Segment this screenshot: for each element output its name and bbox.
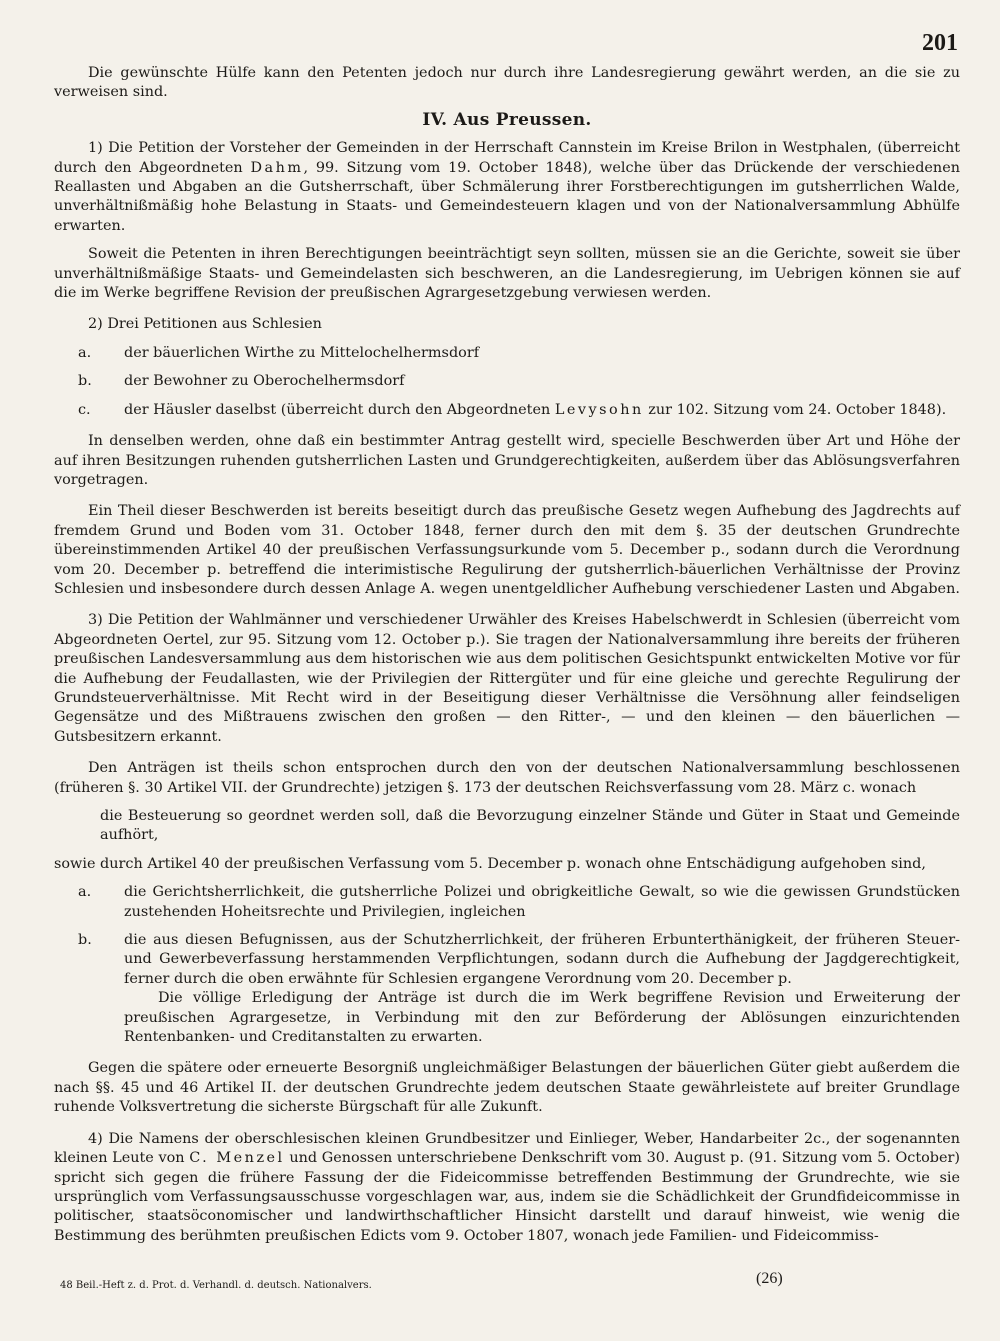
petition-4-text-b: und Genossen unterschriebene Denkschrift vom 30. August p. (91. Sitzung vom 5. October) spricht sich gegen die frühere Fassung der die Fideicommisse betreffenden Bestimmung der Grundrechte, wie sie ursprünglich vom Verfassungsausschusse vorgeschlagen war, aus, indem sie die Schädlichkeit der Grundfideicommisse in politischer, staatsöconomischer und landwirthschaftlicher Hinsicht darstellt und darauf hinweist, wie wenig die Bestimmung des berühmten preußischen Edicts vom 9. October 1807, wonach jede Familien- und Fideicommiss- bbox=[54, 1150, 960, 1244]
deputy-name-dahm: Dahm bbox=[250, 159, 304, 176]
list-item-a bbox=[54, 344, 960, 363]
concern-paragraph: Gegen die spätere oder erneuerte Besorgniß ungleichmäßiger Belastungen der bäuerlichen Güter giebt außerdem die nach §§. 45 und 46 Artikel II. der deutschen Grundrechte jedem deutschen Staate gewährleistete auf breiter Grundlage ruhende Volksvertretung die sicherste Bürgschaft für alle Zukunft. bbox=[54, 1060, 960, 1116]
remedies-paragraph: Ein Theil dieser Beschwerden ist bereits beseitigt durch das preußische Gesetz wegen Aufhebung des Jagdrechts auf fremdem Grund und Boden vom 31. October 1848, ferner durch den mit dem §. 35 der deutschen Grundrechte übereinstimmenden Artikel 40 der preußischen Verfassungsurkunde vom 5. December p., sodann durch die Verordnung vom 20. December p. betreffend die interimistische Regulirung der gutsherrlich-bäuerlichen Verhältnisse der Provinz Schlesien und insbesondere durch dessen Anlage A. wegen unentgeldlicher Aufhebung verschiedener Lasten und Abgaben. bbox=[54, 503, 960, 597]
resolution-paragraph: Die völlige Erledigung der Anträge ist durch die im Werk begriffene Revision und Erweiterung der preußischen Agrargesetze, in Verbindung mit den zur Beförderung der Ablösungen einzurichtenden Rentenbanken- und Creditanstalten zu erwarten. bbox=[124, 990, 960, 1046]
petition-1-text-b: , 99. Sitzung vom 19. October 1848), welche über das Drückende der verschiedenen Reallasten und Abgaben an die Gutsherrschaft, über Schmälerung ihrer Forstberechtigungen im gutsherrlichen Walde, unverhältnißmäßig hohe Belastung in Staats- und Gemeindesteuern klagen und von der Nationalversammlung Abhülfe erwarten. bbox=[54, 159, 960, 234]
list-item-text bbox=[124, 401, 960, 420]
complaints-paragraph: In denselben werden, ohne daß ein bestimmter Antrag gestellt wird, specielle Beschwerden über Art und Höhe der auf ihren Besitzungen ruhenden gutsherrlichen Lasten und Grundgerechtigkeiten, außerdem über das Ablösungsverfahren vorgetragen. bbox=[54, 433, 960, 488]
body-text bbox=[54, 64, 960, 1246]
footer-source: 48 Beil.-Heft z. d. Prot. d. Verhandl. d. deutsch. Nationalvers. bbox=[60, 1280, 372, 1291]
section-heading: IV. Aus Preussen. bbox=[422, 109, 592, 130]
petition-2-heading: 2) Drei Petitionen aus Schlesien bbox=[88, 316, 322, 333]
list-item-c bbox=[54, 401, 960, 420]
petition-4-paragraph bbox=[54, 1130, 960, 1246]
petition-1-text-a: 1) Die Petition der Vorsteher der Gemeinden in der Herrschaft Cannstein im Kreise Brilon in Westphalen, (überreicht durch den Abgeordneten bbox=[54, 140, 960, 176]
list-item-text-b: zur 102. Sitzung vom 24. October 1848). bbox=[643, 401, 947, 418]
list-marker: b. bbox=[78, 373, 92, 390]
list-marker: b. bbox=[78, 932, 92, 949]
list-marker: a. bbox=[78, 884, 92, 901]
deputy-name-levysohn: Levysohn bbox=[554, 401, 644, 418]
petition-3-paragraph: 3) Die Petition der Wahlmänner und verschiedener Urwähler des Kreises Habelschwerdt in Schlesien (überreicht vom Abgeordneten Oertel, zur 95. Sitzung vom 12. October p.). Sie tragen der Nationalversammlung ihre bereits der früheren preußischen Landesversammlung aus dem historischen wie aus dem politischen Gesichtspunkt entwickelten Motive vor für die Aufhebung der Feudallasten, wie der Privilegien der Rittergüter und für eine gleiche und gerechte Regulirung der Grundsteuerverhältnisse. Mit Recht wird in der Beseitigung dieser Verhältnisse die Versöhnung aller feindseligen Gegensätze und des Mißtrauens zwischen den großen — den Ritter-, — und den kleinen — den bäuerlichen — Gutsbesitzern erkannt. bbox=[54, 612, 960, 745]
list-marker: c. bbox=[78, 401, 91, 418]
motions-paragraph: Den Anträgen ist theils schon entsprochen durch den von der deutschen Nationalversammlung beschlossenen (früheren §. 30 Artikel VII. der Grundrechte) jetzigen §. 173 der deutschen Reichsverfassung vom 28. März c. wonach bbox=[54, 760, 960, 796]
footer-signature-mark: (26) bbox=[756, 1270, 783, 1287]
petition-1-paragraph bbox=[54, 139, 960, 236]
article-40-paragraph: sowie durch Artikel 40 der preußischen Verfassung vom 5. December p. wonach ohne Entschädigung aufgehoben sind, bbox=[54, 855, 926, 872]
list-item-b bbox=[54, 372, 960, 391]
abolished-item-a bbox=[54, 883, 960, 922]
list-item-text-a: der Häusler daselbst (überreicht durch den Abgeordneten bbox=[124, 401, 555, 418]
list-item-text: der bäuerlichen Wirthe zu Mittelochelhermsdorf bbox=[124, 344, 480, 361]
list-item-text: der Bewohner zu Oberochelhermsdorf bbox=[124, 373, 405, 390]
petition-4-text-a: 4) Die Namens der oberschlesischen kleinen Grundbesitzer und Einlieger, Weber, Handarbeiter 2c., der sogenannten kleinen Leute von bbox=[54, 1130, 960, 1167]
list-item-text: die aus diesen Befugnissen, aus der Schutzherrlichkeit, der früheren Erbunterthänigkeit, der früheren Steuer- und Gewerbeverfassung herstammenden Verpflichtungen, sodann durch die Aufhebung der Jagdgerechtigkeit, ferner durch die oben erwähnte für Schlesien ergangene Verordnung vom 20. December p. bbox=[124, 932, 960, 987]
list-item-text: die Gerichtsherrlichkeit, die gutsherrliche Polizei und obrigkeitliche Gewalt, so wie die gewissen Grundstücken zustehenden Hoheitsrechte und Privilegien, ingleichen bbox=[124, 884, 960, 920]
intro-paragraph: Die gewünschte Hülfe kann den Petenten jedoch nur durch ihre Landesregierung gewährt werden, an die sie zu verweisen sind. bbox=[54, 65, 960, 101]
quote-paragraph: die Besteuerung so geordnet werden soll, daß die Bevorzugung einzelner Stände und Güter in Staat und Gemeinde aufhört, bbox=[100, 808, 960, 844]
list-marker: a. bbox=[78, 344, 92, 361]
signatory-name-menzel: C. Menzel bbox=[189, 1150, 285, 1167]
page-number: 201 bbox=[922, 30, 958, 56]
response-1-paragraph: Soweit die Petenten in ihren Berechtigungen beeinträchtigt seyn sollten, müssen sie an die Gerichte, soweit sie über unverhältnißmäßige Staats- und Gemeindelasten sich beschweren, an die Landesregierung, im Uebrigen können sie auf die im Werke begriffene Revision der preußischen Agrargesetzgebung verwiesen werden. bbox=[54, 246, 960, 302]
abolished-item-b bbox=[54, 931, 960, 989]
